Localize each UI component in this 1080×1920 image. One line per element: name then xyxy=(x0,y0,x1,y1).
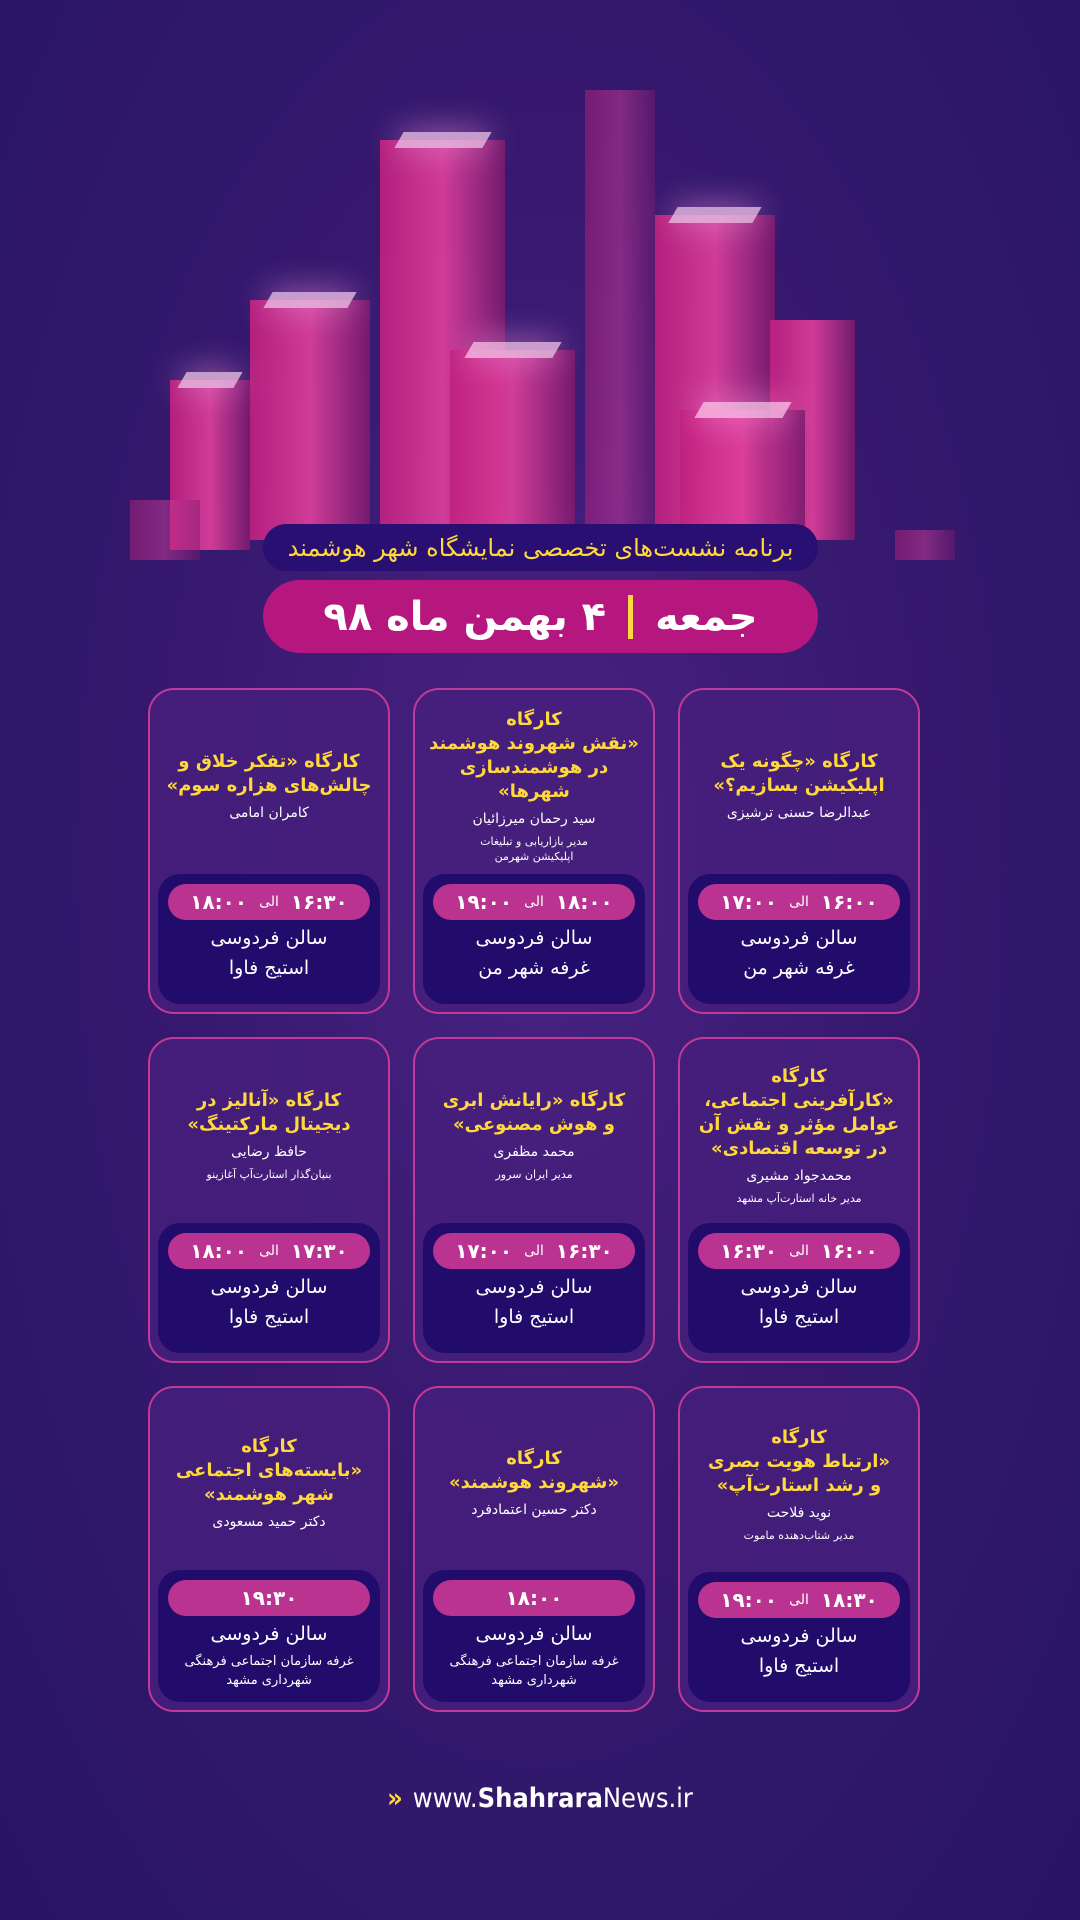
to-label: الی xyxy=(259,1243,279,1259)
end-time: ۱۷:۰۰ xyxy=(455,1239,513,1263)
venue-hall: سالن فردوسی xyxy=(740,1625,858,1647)
session-card xyxy=(413,1386,655,1712)
venue-location: استیج فاوا xyxy=(758,1306,840,1328)
venue-location: غرفه سازمان اجتماعی فرهنگی شهرداری مشهد xyxy=(184,1654,354,1688)
session-info xyxy=(167,698,372,874)
date-banner xyxy=(263,580,818,653)
to-label: الی xyxy=(789,894,809,910)
speaker-role: مدیر ایران سرور xyxy=(495,1167,573,1181)
session-title: کارگاه «بایسته‌های اجتماعی شهر هوشمند» xyxy=(175,1436,363,1505)
start-time: ۱۶:۰۰ xyxy=(820,1239,878,1263)
venue-box xyxy=(423,874,645,1004)
session-grid xyxy=(148,688,920,1712)
speaker-name: حافظ رضایی xyxy=(231,1143,307,1160)
speaker-name: دکتر حمید مسعودی xyxy=(212,1514,326,1530)
end-time: ۱۸:۰۰ xyxy=(190,1239,248,1263)
time-pill xyxy=(168,1233,370,1269)
double-chevron-right-icon: » xyxy=(387,1783,403,1814)
venue-hall: سالن فردوسی xyxy=(740,927,858,949)
url-brand: Shahrara xyxy=(477,1783,603,1814)
speaker-role: مدیر شتاب‌دهنده ماموت xyxy=(743,1528,855,1542)
session-card xyxy=(148,1037,390,1363)
session-card xyxy=(413,1037,655,1363)
venue-hall: سالن فردوسی xyxy=(475,1623,593,1645)
session-info xyxy=(187,1047,350,1223)
venue-hall: سالن فردوسی xyxy=(475,927,593,949)
venue-location: استیج فاوا xyxy=(758,1655,840,1677)
session-title: کارگاه «چگونه یک اپلیکیشن بسازیم؟» xyxy=(713,751,885,796)
time-pill xyxy=(168,1580,370,1616)
session-title: کارگاه «شهروند هوشمند» xyxy=(449,1448,619,1493)
start-time: ۱۶:۳۰ xyxy=(555,1239,613,1263)
speaker-name: کامران امامی xyxy=(229,805,309,821)
to-label: الی xyxy=(524,1243,544,1259)
venue-location: غرفه سازمان اجتماعی فرهنگی شهرداری مشهد xyxy=(449,1654,619,1688)
venue-box xyxy=(423,1223,645,1353)
session-info xyxy=(449,1396,619,1570)
to-label: الی xyxy=(259,894,279,910)
session-info xyxy=(443,1047,625,1223)
to-label: الی xyxy=(789,1243,809,1259)
session-card xyxy=(413,688,655,1014)
session-card xyxy=(148,1386,390,1712)
session-info xyxy=(699,1047,899,1223)
url-suffix: News.ir xyxy=(602,1783,693,1814)
venue-location: غرفه شهر من xyxy=(743,957,855,979)
start-time: ۱۸:۰۰ xyxy=(555,890,613,914)
venue-hall: سالن فردوسی xyxy=(210,1276,328,1298)
session-title: کارگاه «ارتباط هویت بصری و رشد استارت‌آپ» xyxy=(707,1426,891,1496)
time-pill xyxy=(698,1582,900,1618)
start-time: ۱۹:۳۰ xyxy=(240,1586,298,1610)
start-time: ۱۷:۳۰ xyxy=(290,1239,348,1263)
subtitle-text: برنامه نشست‌های تخصصی نمایشگاه شهر هوشمند xyxy=(287,533,794,562)
session-info xyxy=(708,1396,890,1572)
url-prefix: www. xyxy=(412,1783,478,1814)
speaker-name: محمد مظفری xyxy=(493,1143,575,1160)
start-time: ۱۶:۳۰ xyxy=(290,890,348,914)
city-skyline-illustration xyxy=(0,0,1080,560)
venue-box xyxy=(158,874,380,1004)
day-label: جمعه xyxy=(655,593,758,640)
venue-hall: سالن فردوسی xyxy=(210,1623,328,1645)
venue-location: استیج فاوا xyxy=(228,957,310,979)
speaker-role: مدیر خانه استارت‌آپ مشهد xyxy=(736,1191,862,1205)
session-title: کارگاه «رایانش ابری و هوش مصنوعی» xyxy=(442,1089,626,1135)
end-time: ۱۶:۳۰ xyxy=(720,1239,778,1263)
speaker-name: دکتر حسین اعتمادفرد xyxy=(471,1502,597,1518)
time-pill xyxy=(698,884,900,920)
to-label: الی xyxy=(524,894,544,910)
session-info xyxy=(423,698,645,874)
speaker-role: مدیر بازاریابی و تبلیغات اپلیکیشن شهرمن xyxy=(480,835,588,863)
session-card xyxy=(678,1037,920,1363)
speaker-name: نوید فلاحت xyxy=(766,1504,832,1521)
session-title: کارگاه «کارآفرینی اجتماعی، عوامل مؤثر و نقش آن در توسعه اقتصادی» xyxy=(698,1065,900,1159)
to-label: الی xyxy=(789,1592,809,1608)
venue-hall: سالن فردوسی xyxy=(210,927,328,949)
end-time: ۱۹:۰۰ xyxy=(720,1588,778,1612)
session-info xyxy=(713,698,884,874)
venue-location: غرفه شهر من xyxy=(478,957,590,979)
session-title: کارگاه «تفکر خلاق و چالش‌های هزاره سوم» xyxy=(166,751,372,796)
speaker-name: عبدالرضا حسنی ترشیزی xyxy=(726,805,872,821)
time-pill xyxy=(433,1580,635,1616)
end-time: ۱۹:۰۰ xyxy=(455,890,513,914)
start-time: ۱۸:۰۰ xyxy=(505,1586,563,1610)
time-pill xyxy=(433,1233,635,1269)
venue-location: استیج فاوا xyxy=(493,1306,575,1328)
venue-box xyxy=(688,1223,910,1353)
end-time: ۱۷:۰۰ xyxy=(720,890,778,914)
event-subtitle xyxy=(263,524,818,571)
start-time: ۱۶:۰۰ xyxy=(820,890,878,914)
venue-hall: سالن فردوسی xyxy=(740,1276,858,1298)
start-time: ۱۸:۳۰ xyxy=(820,1588,878,1612)
venue-box xyxy=(158,1570,380,1702)
end-time: ۱۸:۰۰ xyxy=(190,890,248,914)
divider xyxy=(628,595,633,639)
venue-box xyxy=(688,1572,910,1702)
time-pill xyxy=(168,884,370,920)
venue-box xyxy=(423,1570,645,1702)
date-label: ۴ بهمن ماه ۹۸ xyxy=(323,593,607,640)
session-info xyxy=(176,1396,362,1570)
speaker-name: سید رحمان میرزائیان xyxy=(472,811,596,827)
footer-website[interactable] xyxy=(0,1783,1080,1814)
time-pill xyxy=(698,1233,900,1269)
speaker-role: بنیان‌گذار استارت‌آپ آغازینو xyxy=(206,1167,332,1181)
venue-hall: سالن فردوسی xyxy=(475,1276,593,1298)
session-card xyxy=(148,688,390,1014)
venue-box xyxy=(158,1223,380,1353)
venue-box xyxy=(688,874,910,1004)
session-card xyxy=(678,688,920,1014)
speaker-name: محمدجواد مشیری xyxy=(746,1167,852,1184)
session-title: کارگاه «آنالیز در دیجیتال مارکتینگ» xyxy=(187,1089,351,1135)
time-pill xyxy=(433,884,635,920)
venue-location: استیج فاوا xyxy=(228,1306,310,1328)
session-card xyxy=(678,1386,920,1712)
session-title: کارگاه «نقش شهروند هوشمند در هوشمندسازی شهرها» xyxy=(429,709,639,802)
